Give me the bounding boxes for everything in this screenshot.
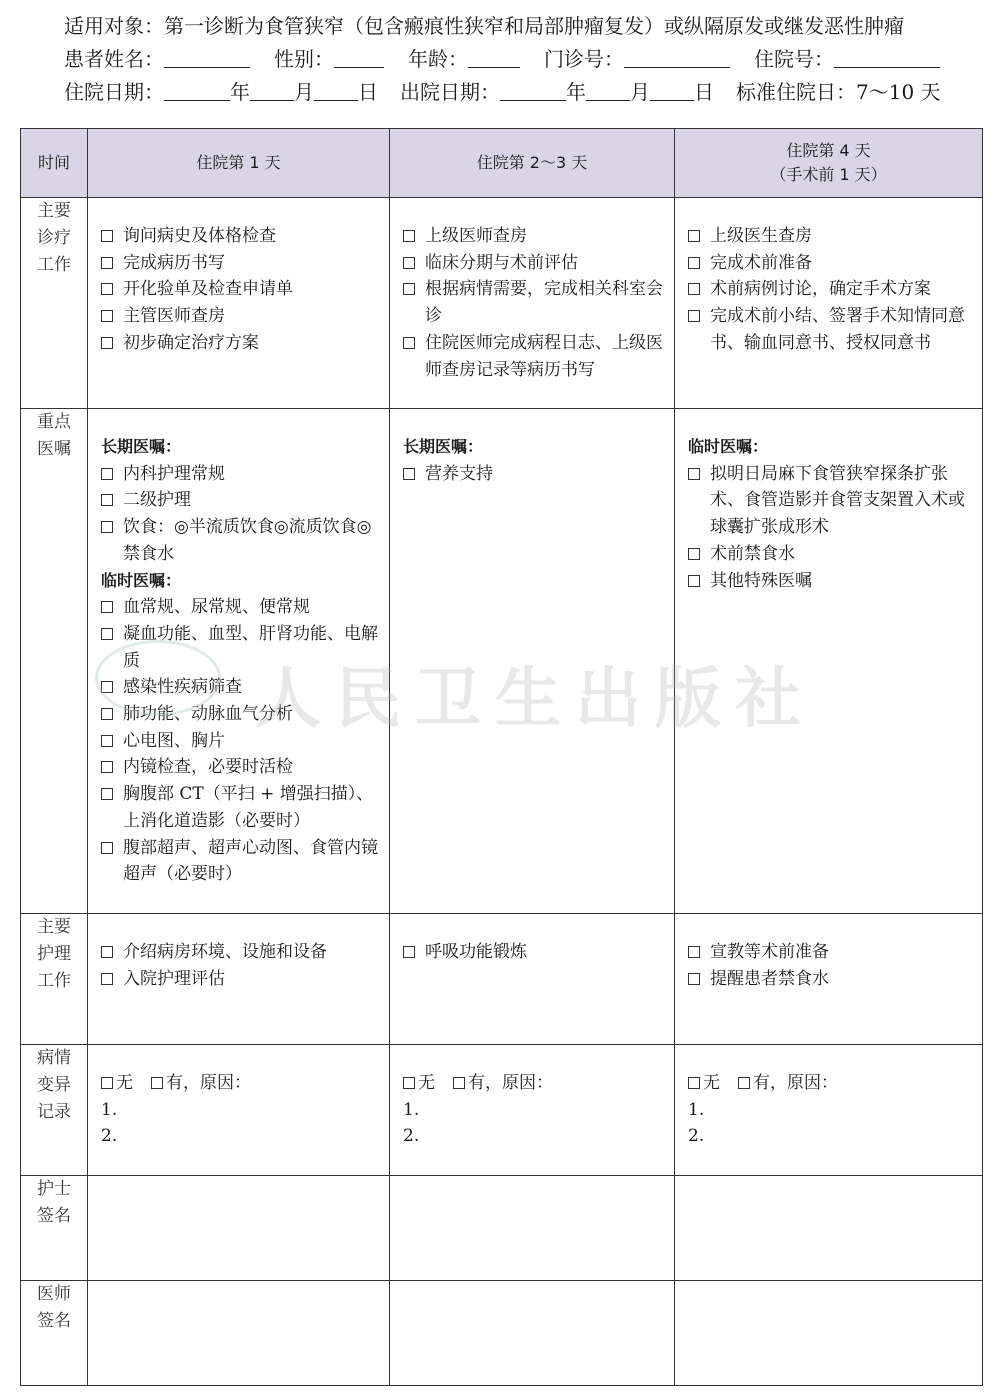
header-day4-subtitle: （手术前 1 天） xyxy=(770,165,887,184)
row-label-nursing xyxy=(21,914,88,1045)
age-field[interactable] xyxy=(468,45,520,68)
checkbox[interactable] xyxy=(101,337,113,349)
cell-variance-day1 xyxy=(88,1045,390,1176)
row-label-line: 变异 xyxy=(37,1075,71,1095)
patient-name-label: 患者姓名： xyxy=(64,47,164,71)
checkbox[interactable] xyxy=(688,310,700,322)
checklist-item xyxy=(101,303,378,330)
row-label-line: 医师 xyxy=(37,1284,71,1304)
checkbox[interactable] xyxy=(101,257,113,269)
variance-options xyxy=(688,1070,971,1097)
checklist-item xyxy=(688,939,971,966)
variance-none-label: 无 xyxy=(116,1073,133,1093)
checklist-item-text: 住院医师完成病程日志、上级医师查房记录等病历书写 xyxy=(425,332,663,380)
doctor-sign-field-day1[interactable] xyxy=(88,1281,390,1386)
checkbox[interactable] xyxy=(688,283,700,295)
checklist-item xyxy=(101,966,378,993)
checklist-item-text: 提醒患者禁食水 xyxy=(710,968,829,989)
row-label-diagnosis xyxy=(21,198,88,409)
checklist-item-text: 术前病例讨论，确定手术方案 xyxy=(710,279,931,300)
checkbox[interactable] xyxy=(101,521,113,533)
row-label-line: 病情 xyxy=(37,1048,71,1068)
inpatient-no-field[interactable] xyxy=(834,45,940,68)
variance-yes-checkbox[interactable] xyxy=(151,1077,163,1089)
checklist-item xyxy=(101,461,378,488)
checklist-item xyxy=(688,303,971,356)
row-label-line: 诊疗 xyxy=(37,228,71,248)
checklist-item-text: 上级医生查房 xyxy=(710,226,812,246)
year-label: 年 xyxy=(230,80,250,104)
row-label-orders xyxy=(21,409,88,914)
doctor-sign-field-day2-3[interactable] xyxy=(390,1281,675,1386)
outpatient-no-field[interactable] xyxy=(624,45,730,68)
checklist-item-text: 内科护理常规 xyxy=(123,463,225,484)
checklist-item-text: 询问病史及体格检查 xyxy=(123,226,276,246)
cell-variance-day2-3 xyxy=(390,1045,675,1176)
checklist-item xyxy=(101,621,378,674)
doctor-sign-field-day4[interactable] xyxy=(675,1281,983,1386)
temporary-orders-title: 临时医嘱： xyxy=(688,437,769,456)
table-row-nursing xyxy=(21,914,983,1045)
year-label: 年 xyxy=(566,80,586,104)
checklist-item xyxy=(101,939,378,966)
standard-stay-label: 标准住院日：7～10 天 xyxy=(736,80,941,104)
checklist-item xyxy=(403,461,663,488)
checklist-item xyxy=(403,250,663,277)
row-label-variance xyxy=(21,1045,88,1176)
row-label-line: 护士 xyxy=(37,1179,71,1199)
checklist-item-text: 完成术前小结、签署手术知情同意书、输血同意书、授权同意书 xyxy=(710,306,965,353)
variance-yes-checkbox[interactable] xyxy=(738,1077,750,1089)
checkbox[interactable] xyxy=(688,973,700,985)
checklist-item-text: 二级护理 xyxy=(123,490,191,511)
outpatient-no-label: 门诊号： xyxy=(544,47,624,71)
checkbox[interactable] xyxy=(101,601,113,613)
checklist-item xyxy=(101,594,378,621)
date-line xyxy=(64,76,994,109)
checklist-item-text: 开化验单及检查申请单 xyxy=(123,279,293,300)
row-label-line: 主要 xyxy=(37,201,71,221)
checklist-item-text: 血常规、尿常规、便常规 xyxy=(123,597,310,618)
variance-none-checkbox[interactable] xyxy=(101,1077,113,1089)
cell-nursing-day2-3 xyxy=(390,914,675,1045)
checklist-item-text: 营养支持 xyxy=(425,463,493,484)
document-header xyxy=(64,10,994,109)
cell-orders-day4 xyxy=(675,409,983,914)
table-row-diagnosis xyxy=(21,198,983,409)
checklist-item xyxy=(688,250,971,277)
variance-reason-1[interactable]: 1. xyxy=(403,1099,420,1120)
row-label-line: 工作 xyxy=(37,255,71,275)
checklist-item xyxy=(688,541,971,568)
discharge-day-field[interactable] xyxy=(650,78,694,101)
row-label-line: 签名 xyxy=(37,1206,71,1226)
variance-none-checkbox[interactable] xyxy=(688,1077,700,1089)
variance-reason-1[interactable]: 1. xyxy=(688,1099,705,1120)
checkbox[interactable] xyxy=(101,842,113,854)
checklist-item-text: 主管医师查房 xyxy=(123,306,225,327)
checklist-item xyxy=(101,514,378,567)
checklist-item-text: 其他特殊医嘱 xyxy=(710,570,812,591)
checklist-item-text: 心电图、胸片 xyxy=(123,730,225,751)
checklist-item-text: 临床分期与术前评估 xyxy=(425,252,578,273)
nurse-sign-field-day4[interactable] xyxy=(675,1176,983,1281)
table-row-orders xyxy=(21,409,983,914)
checklist-item-text: 上级医师查房 xyxy=(425,226,527,246)
checklist-item xyxy=(101,276,378,303)
admit-day-field[interactable] xyxy=(314,78,358,101)
nurse-sign-field-day1[interactable] xyxy=(88,1176,390,1281)
checklist-item xyxy=(101,754,378,781)
row-label-line: 护理 xyxy=(37,944,71,964)
variance-options xyxy=(101,1070,378,1097)
header-day4 xyxy=(675,129,983,198)
checkbox[interactable] xyxy=(101,628,113,640)
nurse-sign-field-day2-3[interactable] xyxy=(390,1176,675,1281)
month-label: 月 xyxy=(630,80,650,104)
checklist-item-text: 完成病历书写 xyxy=(123,252,225,273)
day-label: 日 xyxy=(694,80,714,104)
checkbox[interactable] xyxy=(101,681,113,693)
checkbox[interactable] xyxy=(101,708,113,720)
checklist-item xyxy=(688,461,971,541)
cell-orders-day1 xyxy=(88,409,390,914)
row-label-line: 工作 xyxy=(37,971,71,991)
row-label-nurse-sign xyxy=(21,1176,88,1281)
variance-yes-label: 有，原因： xyxy=(753,1073,838,1093)
row-label-line: 主要 xyxy=(37,917,71,937)
publisher-watermark: 人民卫生出版社 xyxy=(255,659,815,737)
checklist-item-text: 宣教等术前准备 xyxy=(710,942,829,962)
checkbox[interactable] xyxy=(403,257,415,269)
row-label-doctor-sign xyxy=(21,1281,88,1386)
checklist-item xyxy=(101,487,378,514)
checklist-item-text: 内镜检查，必要时活检 xyxy=(123,757,293,778)
checkbox[interactable] xyxy=(101,310,113,322)
variance-reason-2[interactable]: 2. xyxy=(688,1126,705,1147)
checkbox[interactable] xyxy=(403,946,415,958)
checkbox[interactable] xyxy=(688,548,700,560)
cell-diag-day1 xyxy=(88,198,390,409)
checklist-item xyxy=(101,674,378,701)
checklist-item-text: 感染性疾病筛查 xyxy=(123,677,242,698)
header-day4-title: 住院第 4 天 xyxy=(786,141,871,160)
patient-info-line xyxy=(64,43,994,76)
checklist-item xyxy=(403,939,663,966)
checklist-item-text: 完成术前准备 xyxy=(710,252,812,273)
cell-nursing-day4 xyxy=(675,914,983,1045)
discharge-year-field[interactable] xyxy=(500,78,566,101)
clinical-pathway-table xyxy=(20,128,983,1386)
variance-yes-label: 有，原因： xyxy=(468,1073,553,1093)
cell-diag-day4 xyxy=(675,198,983,409)
table-header-row xyxy=(21,129,983,198)
header-time: 时间 xyxy=(21,129,88,198)
checkbox[interactable] xyxy=(403,337,415,349)
row-label-line: 记录 xyxy=(37,1102,71,1122)
checklist-item xyxy=(101,728,378,755)
checklist-item-text: 肺功能、动脉血气分析 xyxy=(123,704,293,725)
checklist-item-text: 初步确定治疗方案 xyxy=(123,332,259,353)
checkbox[interactable] xyxy=(688,575,700,587)
checklist-item-text: 介绍病房环境、设施和设备 xyxy=(123,942,327,962)
checklist-item xyxy=(403,330,663,383)
checklist-item-text: 根据病情需要，完成相关科室会诊 xyxy=(425,279,663,327)
checklist-item-text: 入院护理评估 xyxy=(123,968,225,989)
checkbox[interactable] xyxy=(688,468,700,480)
checklist-item xyxy=(101,781,378,834)
cell-variance-day4 xyxy=(675,1045,983,1176)
checklist-item xyxy=(101,223,378,250)
variance-none-label: 无 xyxy=(418,1073,435,1093)
row-label-line: 医嘱 xyxy=(37,439,71,459)
checklist-item-text: 呼吸功能锻炼 xyxy=(425,942,527,962)
temporary-orders-title: 临时医嘱： xyxy=(101,570,182,590)
checklist-item xyxy=(101,250,378,277)
checklist-item-text: 饮食：◎半流质饮食◎流质饮食◎禁食水 xyxy=(123,517,372,564)
variance-none-checkbox[interactable] xyxy=(403,1077,415,1089)
checklist-item-text: 凝血功能、血型、肝肾功能、电解质 xyxy=(123,623,378,671)
table-row-doctor-sign xyxy=(21,1281,983,1386)
row-label-line: 签名 xyxy=(37,1311,71,1331)
table-row-nurse-sign xyxy=(21,1176,983,1281)
variance-reason-2[interactable]: 2. xyxy=(403,1126,420,1147)
checkbox[interactable] xyxy=(688,230,700,242)
variance-yes-label: 有，原因： xyxy=(166,1073,251,1093)
cell-nursing-day1 xyxy=(88,914,390,1045)
checkbox[interactable] xyxy=(101,494,113,506)
day-label: 日 xyxy=(358,80,378,104)
checklist-item xyxy=(688,966,971,993)
discharge-month-field[interactable] xyxy=(586,78,630,101)
admit-year-field[interactable] xyxy=(164,78,230,101)
checkbox[interactable] xyxy=(101,230,113,242)
checkbox[interactable] xyxy=(101,735,113,747)
checkbox[interactable] xyxy=(403,468,415,480)
checklist-item xyxy=(101,701,378,728)
checklist-item xyxy=(688,276,971,303)
checkbox[interactable] xyxy=(688,946,700,958)
checklist-item xyxy=(688,568,971,595)
inpatient-no-label: 住院号： xyxy=(754,47,834,71)
checkbox[interactable] xyxy=(403,283,415,295)
variance-reason-1[interactable]: 1. xyxy=(101,1099,118,1120)
scope-line: 适用对象：第一诊断为食管狭窄（包含瘢痕性狭窄和局部肿瘤复发）或纵隔原发或继发恶性肿瘤 xyxy=(64,14,904,38)
checkbox[interactable] xyxy=(101,468,113,480)
table-row-variance xyxy=(21,1045,983,1176)
checkbox[interactable] xyxy=(101,283,113,295)
discharge-date-label: 出院日期： xyxy=(400,80,500,104)
patient-name-field[interactable] xyxy=(164,45,250,68)
checkbox[interactable] xyxy=(101,946,113,958)
header-day1: 住院第 1 天 xyxy=(88,129,390,198)
variance-options xyxy=(403,1070,663,1097)
variance-reason-2[interactable]: 2. xyxy=(101,1126,118,1147)
checkbox[interactable] xyxy=(403,230,415,242)
long-term-orders-title: 长期医嘱： xyxy=(101,437,182,456)
checklist-item-text: 胸腹部 CT（平扫 + 增强扫描）、上消化道造影（必要时） xyxy=(123,784,374,831)
checkbox[interactable] xyxy=(688,257,700,269)
gender-label: 性别： xyxy=(274,47,334,71)
header-day2-3: 住院第 2～3 天 xyxy=(390,129,675,198)
checkbox[interactable] xyxy=(101,761,113,773)
checklist-item xyxy=(403,223,663,250)
variance-none-label: 无 xyxy=(703,1073,720,1093)
checklist-item xyxy=(403,276,663,329)
admit-date-label: 住院日期： xyxy=(64,80,164,104)
checklist-item xyxy=(688,223,971,250)
checklist-item-text: 拟明日局麻下食管狭窄探条扩张术、食管造影并食管支架置入术或球囊扩张成形术 xyxy=(710,463,965,538)
checklist-item-text: 术前禁食水 xyxy=(710,543,795,564)
checkbox[interactable] xyxy=(101,973,113,985)
admit-month-field[interactable] xyxy=(250,78,294,101)
row-label-line: 重点 xyxy=(37,412,71,432)
checklist-item xyxy=(101,835,378,888)
checkbox[interactable] xyxy=(101,788,113,800)
age-label: 年龄： xyxy=(408,47,468,71)
cell-orders-day2-3 xyxy=(390,409,675,914)
month-label: 月 xyxy=(294,80,314,104)
checklist-item-text: 腹部超声、超声心动图、食管内镜超声（必要时） xyxy=(123,837,378,885)
cell-diag-day2-3 xyxy=(390,198,675,409)
gender-field[interactable] xyxy=(334,45,384,68)
long-term-orders-title: 长期医嘱： xyxy=(403,437,484,456)
variance-yes-checkbox[interactable] xyxy=(453,1077,465,1089)
checklist-item xyxy=(101,330,378,357)
